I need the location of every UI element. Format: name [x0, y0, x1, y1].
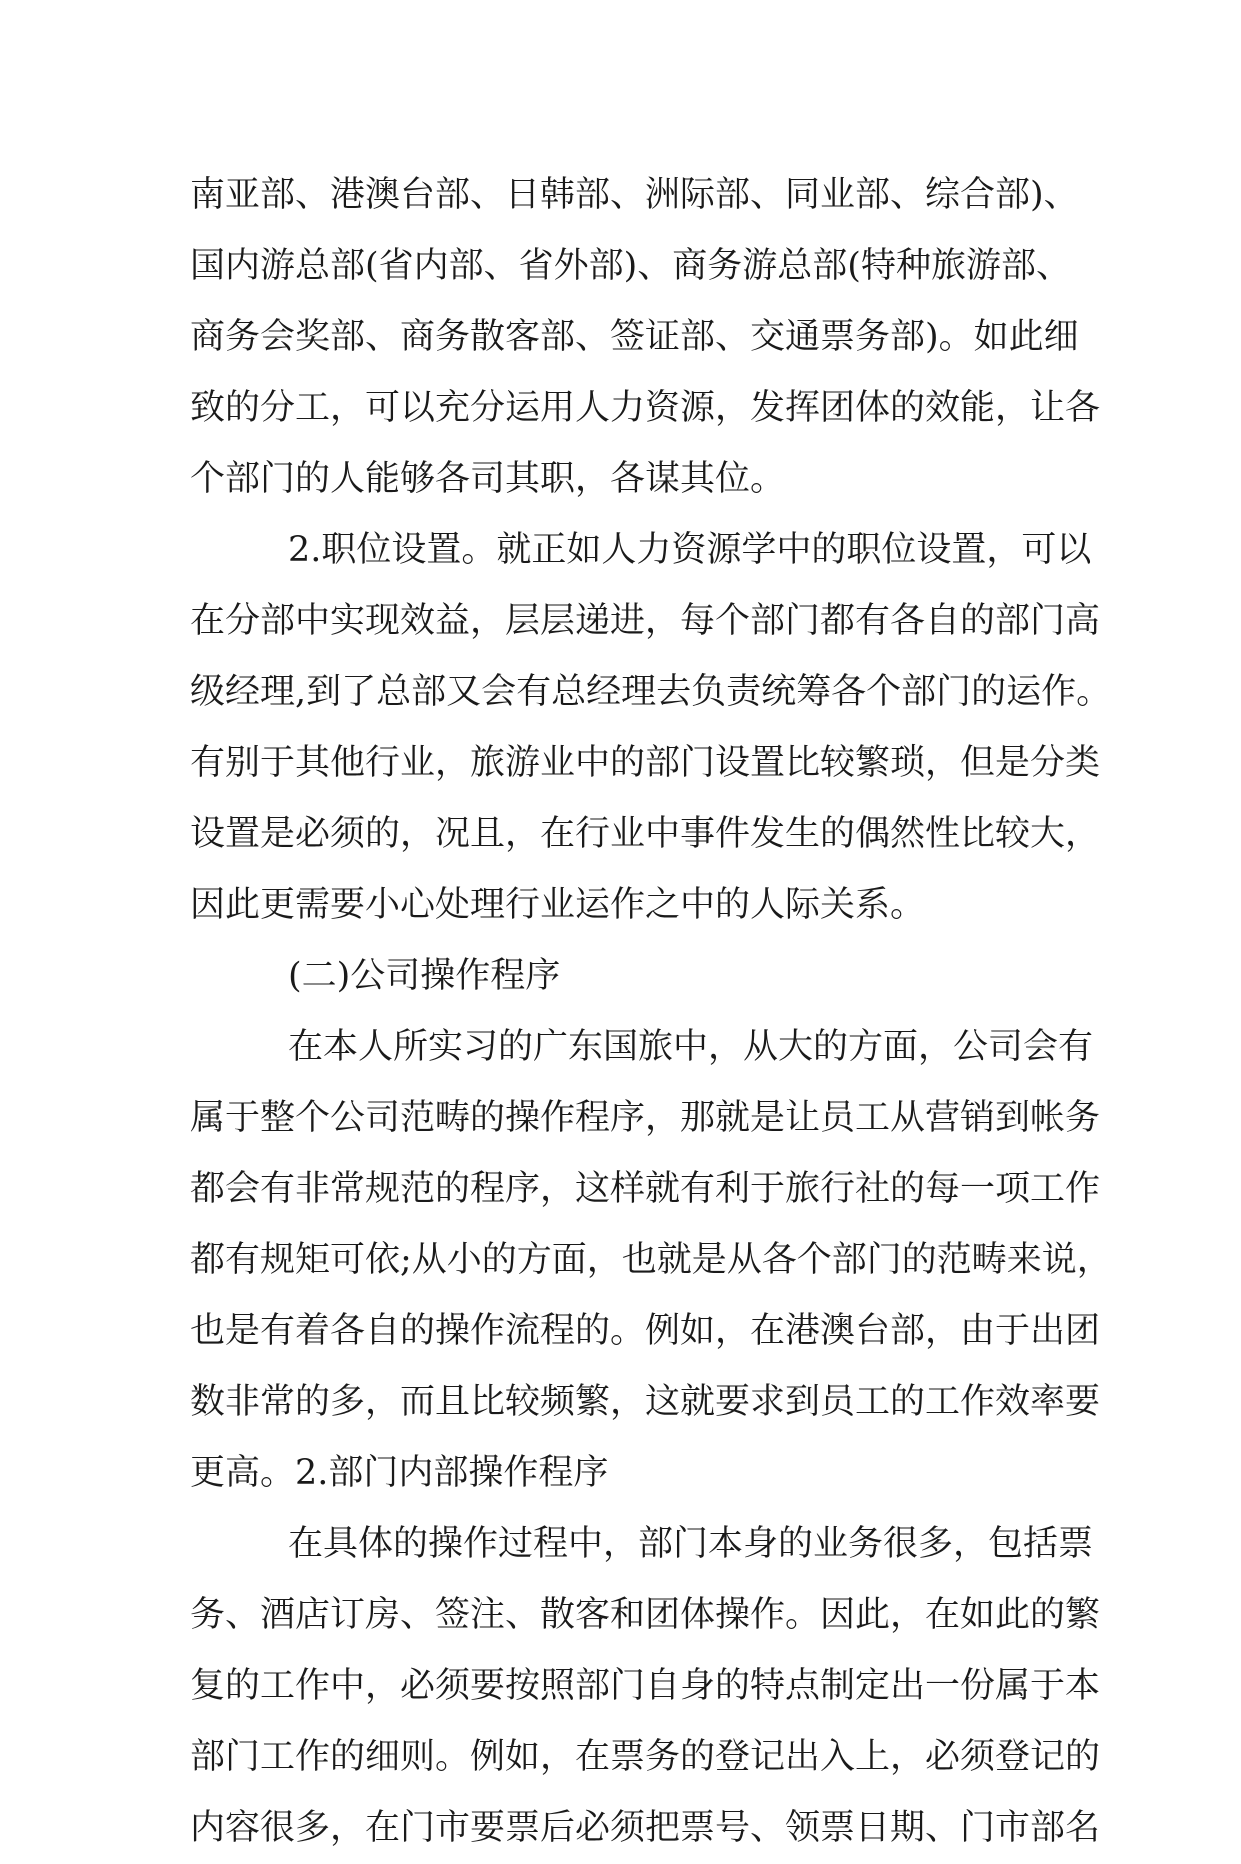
text-line: 内容很多，在门市要票后必须把票号、领票日期、门市部名	[190, 1808, 1101, 1848]
text-line: 南亚部、港澳台部、日韩部、洲际部、同业部、综合部)、	[190, 175, 1079, 215]
text-line: 也是有着各自的操作流程的。例如，在港澳台部，由于出团	[190, 1311, 1101, 1351]
text-line: 部门工作的细则。例如，在票务的登记出入上，必须登记的	[190, 1737, 1101, 1777]
text-line: 属于整个公司范畴的操作程序，那就是让员工从营销到帐务	[190, 1098, 1101, 1138]
text-line: 都有规矩可依;从小的方面，也就是从各个部门的范畴来说，	[190, 1240, 1112, 1280]
text-line: 在本人所实习的广东国旅中，从大的方面，公司会有	[288, 1027, 1094, 1067]
text-line: 务、酒店订房、签注、散客和团体操作。因此，在如此的繁	[190, 1595, 1101, 1635]
text-line: 2.职位设置。就正如人力资源学中的职位设置，可以	[288, 530, 1092, 570]
text-line: 级经理,到了总部又会有总经理去负责统筹各个部门的运作。	[190, 672, 1112, 712]
text-line: 复的工作中，必须要按照部门自身的特点制定出一份属于本	[190, 1666, 1101, 1706]
text-line: 数非常的多，而且比较频繁，这就要求到员工的工作效率要	[190, 1382, 1101, 1422]
text-line: 致的分工，可以充分运用人力资源，发挥团体的效能，让各	[190, 388, 1101, 428]
text-line: 商务会奖部、商务散客部、签证部、交通票务部)。如此细	[190, 317, 1079, 357]
text-line: 国内游总部(省内部、省外部)、商务游总部(特种旅游部、	[190, 246, 1071, 286]
text-line: 设置是必须的，况且，在行业中事件发生的偶然性比较大，	[190, 814, 1101, 854]
text-line: 在分部中实现效益，层层递进，每个部门都有各自的部门高	[190, 601, 1101, 641]
text-line: 更高。2.部门内部操作程序	[190, 1453, 609, 1493]
text-line: 因此更需要小心处理行业运作之中的人际关系。	[190, 885, 926, 925]
text-line: 在具体的操作过程中，部门本身的业务很多，包括票	[288, 1524, 1094, 1564]
text-line: 都会有非常规范的程序，这样就有利于旅行社的每一项工作	[190, 1169, 1101, 1209]
text-line: 有别于其他行业，旅游业中的部门设置比较繁琐，但是分类	[190, 743, 1101, 783]
section-heading: (二)公司操作程序	[288, 956, 561, 996]
text-line: 个部门的人能够各司其职，各谋其位。	[190, 459, 786, 499]
body-text	[190, 160, 1112, 1864]
